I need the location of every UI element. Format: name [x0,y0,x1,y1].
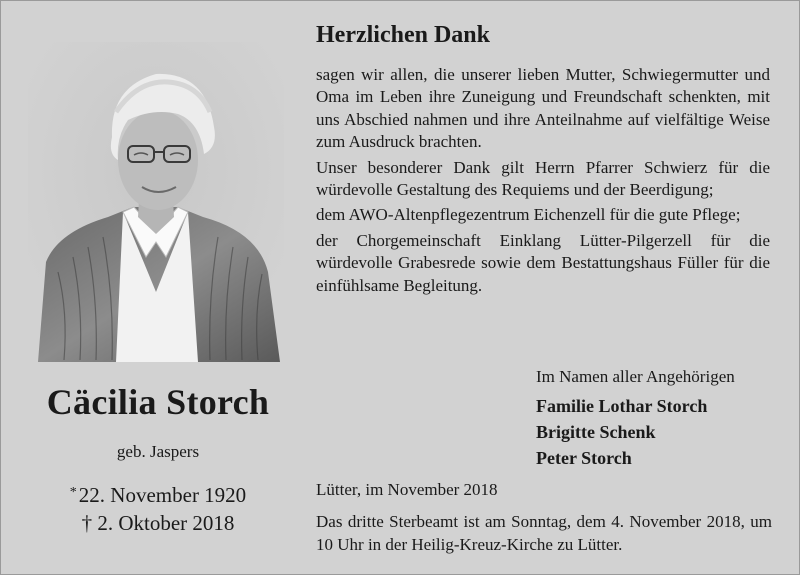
service-notice: Das dritte Sterbeamt ist am Sonntag, dem 4. November 2018, um 10 Uhr in der Heilig-Kreuz-Kirche zu Lütter. [316,512,772,554]
signature-block [536,367,735,471]
message-paragraph: sagen wir allen, die unserer lieben Mutter, Schwiegermutter und Oma im Leben ihre Zuneigung und Freundschaft schenkten, mit uns Abschied nahmen und ihre Anteilnahme auf vielfältige Weise zum Ausdruck brachten. [316,65,770,152]
signature-family: Peter Storch [536,448,632,468]
maiden-name: geb. Jaspers [116,442,200,461]
birth-date-text: 22. November 1920 [78,483,247,507]
signature-intro: Im Namen aller Angehörigen [536,367,735,386]
signature-family: Brigitte Schenk [536,422,656,442]
message-paragraph: der Chorgemeinschaft Einklang Lütter-Pilgerzell für die würdevolle Grabesrede sowie dem Bestattungshaus Füller für die einfühlsame Begleitung. [316,230,770,295]
deceased-name: Cäcilia Storch [46,382,270,422]
birth-date [0,483,316,508]
signature-family: Familie Lothar Storch [536,396,708,416]
portrait-image [28,42,284,362]
message-heading: Herzlichen Dank [316,22,490,48]
message-body [316,64,770,300]
message-paragraph: dem AWO-Altenpflegezentrum Eichenzell für die gute Pflege; [316,205,741,225]
portrait-photo [28,42,284,362]
place-date: Lütter, im November 2018 [316,480,498,499]
birth-symbol: * [69,485,77,500]
death-date: † 2. Oktober 2018 [81,511,235,535]
message-paragraph: Unser besonderer Dank gilt Herrn Pfarrer Schwierz für die würdevolle Gestaltung des Requiems und der Beerdigung; [316,157,770,200]
